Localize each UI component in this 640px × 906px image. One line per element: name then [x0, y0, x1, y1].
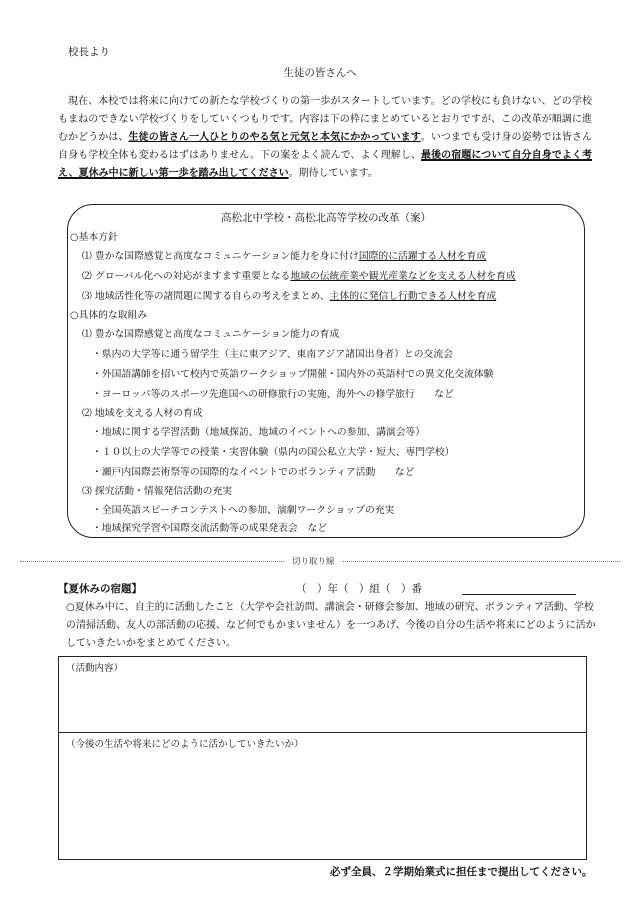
greeting-line: 生徒の皆さんへ: [283, 67, 357, 79]
action-1-item: ・県内の大学等に通う留学生（主に東アジア、東南アジア諸国出身者）との交流会: [92, 349, 453, 360]
submission-note: 必ず全員、２学期始業式に担任まで提出してください。: [330, 866, 593, 878]
intro-text-3: 。期待しています。: [288, 168, 378, 179]
action-2-item: ・瀬戸内国際芸術祭等の国際的なイベントでのボランティア活動 など: [92, 467, 415, 478]
intro-text-2: 。いつまでも受け身の姿勢では皆さん自身も学校全体も変わるはずはありません。下の案をよく読んで、よく理解し、: [58, 132, 593, 161]
action-1-item: ・外国語講師を招いて校内で英語ワークショップ開催・国内外の英語村での異文化交流体験: [92, 369, 494, 380]
policy-item-2: [82, 268, 516, 282]
homework-title: 【夏休みの宿題】: [58, 583, 142, 595]
future-plan-box[interactable]: [58, 732, 587, 860]
activity-content-label: （活動内容）: [66, 663, 124, 674]
policy-item-1-prefix: ⑴ 豊かな国際感覚と高度なコミュニケーション能力を身に付け: [82, 251, 359, 262]
policy-heading: ○基本方針: [70, 232, 118, 243]
policy-item-2-prefix: ⑵ グローバル化への対応がますます重要となる: [82, 271, 291, 282]
future-plan-label: （今後の生活や将来にどのように活かしていきたいか）: [66, 739, 304, 750]
policy-item-3-emph: 主体的に発信し行動できる人材を育成: [329, 291, 497, 302]
action-1-title: ⑴ 豊かな国際感覚と高度なコミュニケーション能力の育成: [82, 329, 340, 340]
name-blank-line[interactable]: [462, 594, 576, 595]
action-1-item: ・ヨーロッパ等のスポーツ先進国への研修旅行の実施、海外への修学旅行 など: [92, 389, 454, 400]
sender-line: 校長より: [68, 46, 110, 58]
intro-emphasis-2: 最後の宿題について自分自身でよく考え、夏休み中に新しい第一歩を踏み出してください: [58, 150, 592, 179]
intro-emphasis-1: 生徒の皆さん一人ひとりのやる気と元気と本気にかかっています: [128, 132, 421, 143]
intro-text-1: 現在、本校では将来に向けての新たな学校づくりの第一歩がスタートしています。どの学校にも負けない、どの学校もまねのできない学校づくりをしていくつもりです。内容は下の枠にまとめているとおりですが、この改革が順調に進むかどうかは、: [58, 96, 592, 143]
activity-content-box[interactable]: [58, 656, 587, 733]
policy-item-1: [82, 248, 486, 262]
policy-item-2-emph: 地域の伝統産業や観光産業などを支える人材を育成: [290, 271, 516, 282]
reform-title: 高松北中学校・高松北高等学校の改革（案）: [221, 212, 431, 224]
action-3-title: ⑶ 探究活動・情報発信活動の充実: [82, 486, 233, 497]
actions-heading: ○具体的な取組み: [70, 310, 148, 321]
homework-instruction: ○夏休み中に、自主的に活動したこと（大学や会社訪問、講演会・研修会参加、地域の研究、ボランティア活動、学校の清掃活動、友人の部活動の応援、など何でもかまいません）を一つあげ、今後の自分の生活や将来にどのように活かしていきたいかをまとめてください。: [66, 602, 596, 649]
intro-paragraph: [58, 93, 592, 183]
class-number-fields[interactable]: （ ）年（ ）組（ ）番: [296, 583, 422, 595]
policy-item-3-prefix: ⑶ 地域活性化等の諸問題に関する自らの考えをまとめ、: [82, 291, 330, 302]
cut-line-label: 切り取り線: [284, 555, 343, 567]
policy-item-3: [82, 288, 496, 302]
action-2-item: ・地域に関する学習活動（地域探訪、地域のイベントへの参加、講演会等）: [92, 427, 426, 438]
action-3-item: ・地域探究学習や国際交流活動等の成果発表会 など: [92, 523, 328, 534]
action-3-item: ・全国英語スピーチコンテストへの参加、演劇ワークショップの充実: [92, 505, 395, 516]
action-2-item: ・１０以上の大学等での授業・実習体験（県内の国公私立大学・短大、専門学校）: [92, 447, 455, 458]
action-2-title: ⑵ 地域を支える人材の育成: [82, 408, 203, 419]
policy-item-1-emph: 国際的に活躍する人材を育成: [358, 251, 487, 262]
